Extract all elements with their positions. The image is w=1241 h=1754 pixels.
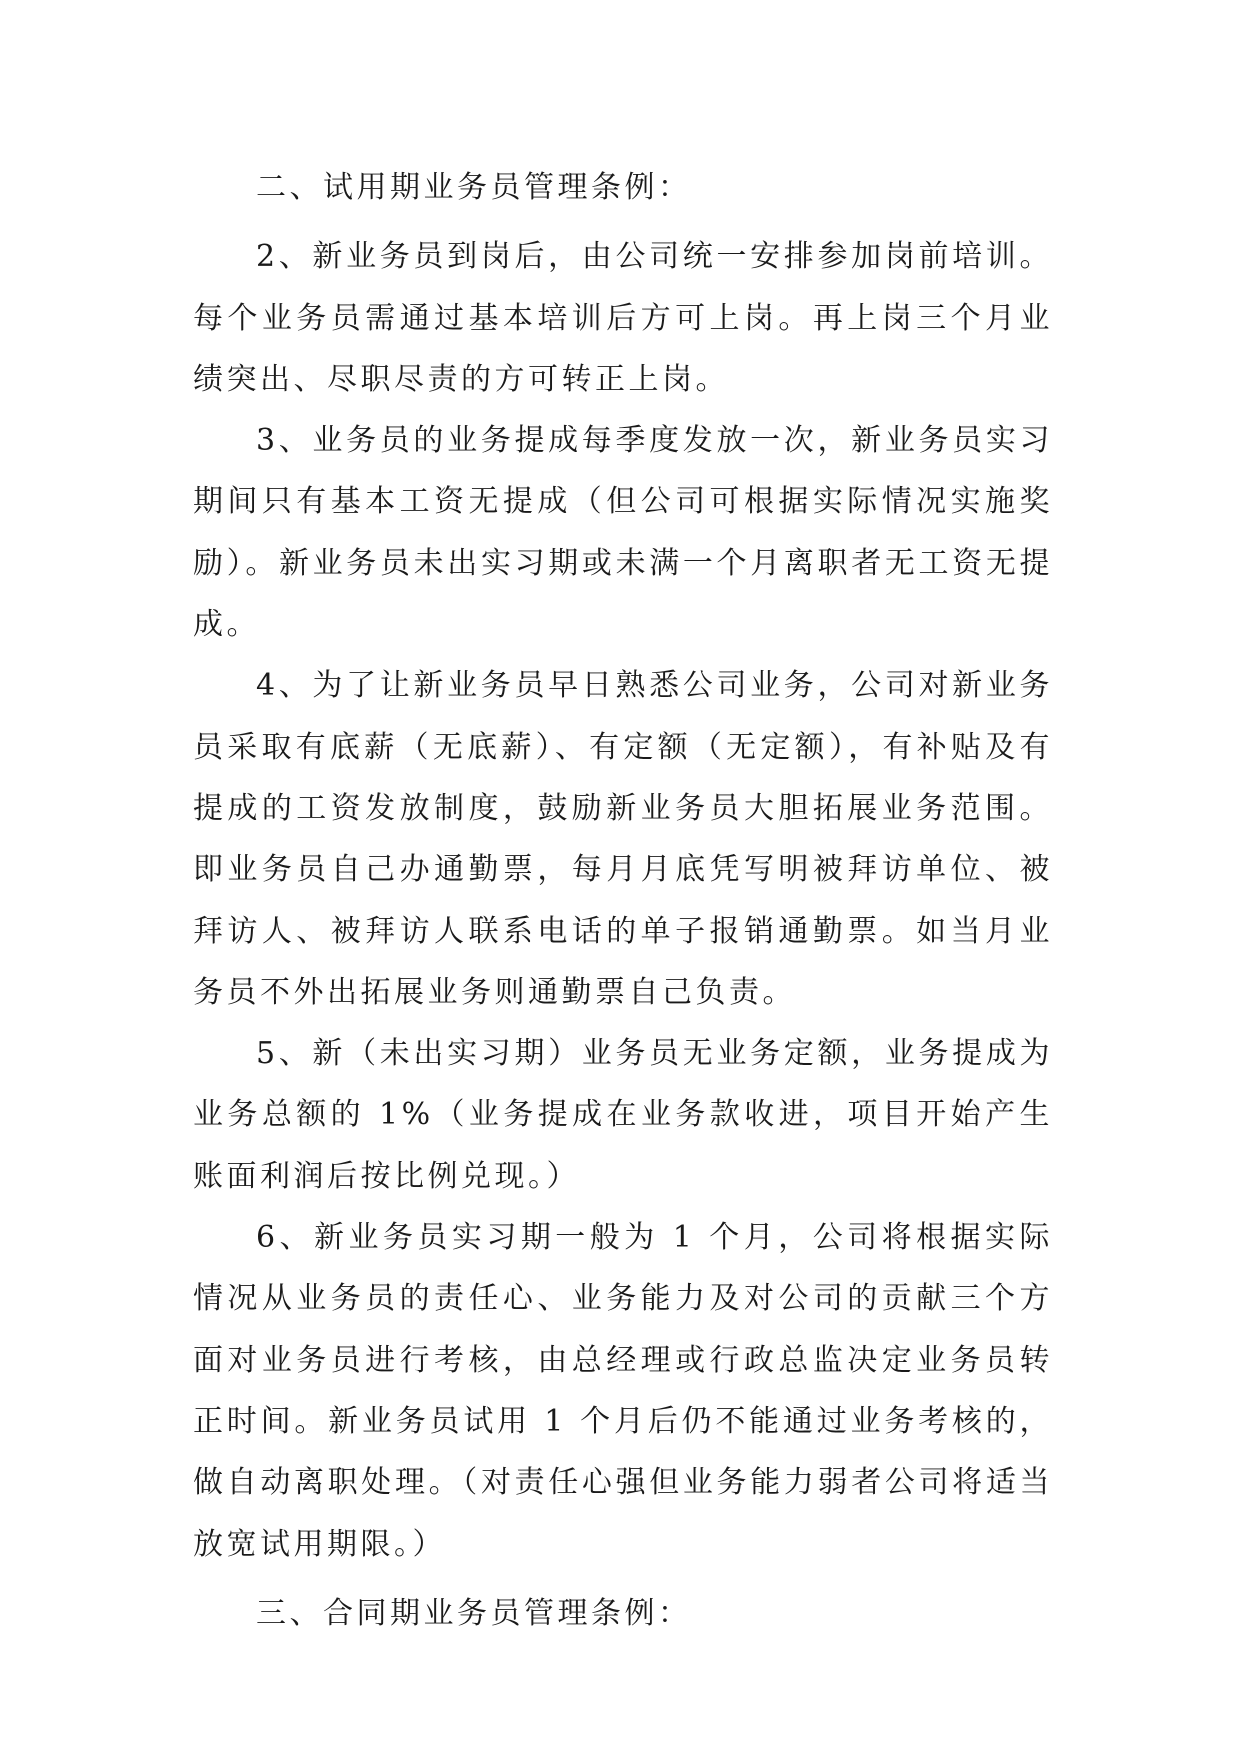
paragraph-item-2: 2、新业务员到岗后，由公司统一安排参加岗前培训。每个业务员需通过基本培训后方可上岗。再上岗三个月业绩突出、尽职尽责的方可转正上岗。 [193, 239, 1053, 397]
paragraph-item-4: 4、为了让新业务员早日熟悉公司业务，公司对新业务员采取有底薪（无底薪）、有定额（无定额），有补贴及有提成的工资发放制度，鼓励新业务员大胆拓展业务范围。即业务员自己办通勤票，每月月底凭写明被拜访单位、被拜访人、被拜访人联系电话的单子报销通勤票。如当月业务员不外出拓展业务则通勤票自己负责。 [193, 668, 1053, 1010]
paragraph-item-6: 6、新业务员实习期一般为 1 个月，公司将根据实际情况从业务员的责任心、业务能力及对公司的贡献三个方面对业务员进行考核，由总经理或行政总监决定业务员转正时间。新业务员试用 1 个月后仍不能通过业务考核的，做自动离职处理。（对责任心强但业务能力弱者公司将适当放宽试用期限。） [193, 1220, 1053, 1562]
paragraph-item-3: 3、业务员的业务提成每季度发放一次，新业务员实习期间只有基本工资无提成（但公司可根据实际情况实施奖励）。新业务员未出实习期或未满一个月离职者无工资无提成。 [193, 423, 1053, 643]
document-body [193, 157, 1053, 1644]
section-heading-contract: 三、合同期业务员管理条例： [256, 1595, 692, 1631]
paragraph-item-5: 5、新（未出实习期）业务员无业务定额，业务提成为业务总额的 1%（业务提成在业务款收进，项目开始产生账面利润后按比例兑现。） [193, 1036, 1053, 1194]
section-heading-probation: 二、试用期业务员管理条例： [256, 170, 692, 205]
